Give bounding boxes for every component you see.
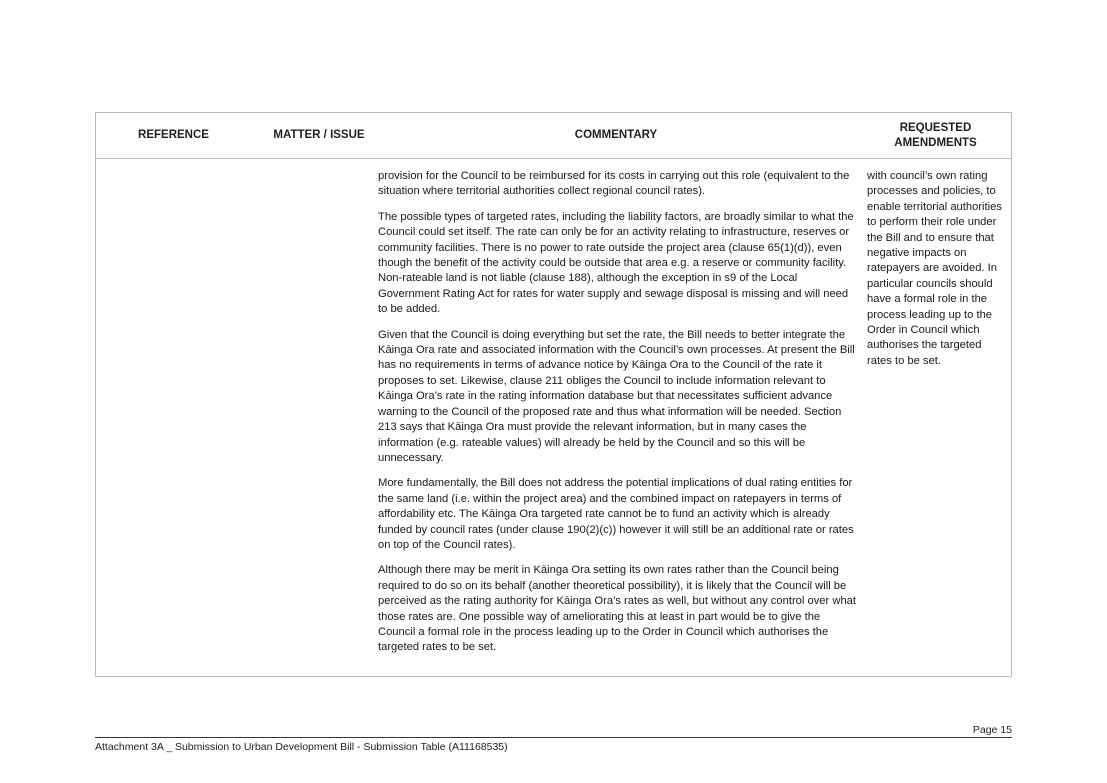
commentary-paragraph: More fundamentally, the Bill does not address the potential implications of dual rating entities for the same land (i.e. within the project area) and the combined impact on ratepayers in terms of affordability etc. The Kāinga Ora targeted rate cannot be to fund an activity which is already funded by council rates (under clause 190(2)(c)) however it will still be an additional rate or rates on top of the Council rates). xyxy=(378,477,854,551)
commentary-paragraph: Given that the Council is doing everything but set the rate, the Bill needs to better integrate the Kāinga Ora rate and associated information with the Council’s own processes. At present the Bill has no requirements in terms of advance notice by Kāinga Ora to the Council of the rate it proposes to set. Likewise, clause 211 obliges the Council to include information relevant to Kāinga Ora’s rate in the rating information database but that necessitates sufficient advance warning to the Council of the proposed rate and thus what information will be needed. Section 213 says that Kāinga Ora must provide the relevant information, but in many cases the information (e.g. rateable values) will already be held by the Council and so this will be unnecessary. xyxy=(378,328,855,464)
commentary-paragraph: provision for the Council to be reimbursed for its costs in carrying out this role (equivalent to the situation where territorial authorities collect regional council rates). xyxy=(378,170,850,198)
page-number: Page 15 xyxy=(972,724,1012,736)
footer-divider xyxy=(95,737,1012,738)
header-commentary: COMMENTARY xyxy=(574,129,658,141)
requested-amendments-cell: with council’s own rating processes and policies, to enable territorial authorities to perform their role under the Bill and to ensure that negative impacts on ratepayers are avoided. In particular councils should have a formal role in the process leading up to the Order in Council which authorises the targeted rates to be set. xyxy=(867,170,1002,367)
commentary-paragraph: The possible types of targeted rates, including the liability factors, are broadly similar to what the Council could set itself. The rate can only be for an activity relating to infrastructure, reserves or community facilities. There is no power to rate outside the project area (clause 65(1)(d)), even though the benefit of the activity could be outside that area e.g. a reserve or community facility. Non-rateable land is not liable (clause 188), although the exception in s9 of the Local Government Rating Act for rates for water supply and sewage disposal is missing and will need to be added. xyxy=(378,210,854,316)
commentary-paragraph: Although there may be merit in Kāinga Ora setting its own rates rather than the Council being required to do so on its behalf (another theoretical possibility), it is likely that the Council will be perceived as the rating authority for Kāinga Ora’s rates as well, but without any control over what those rates are. One possible way of ameliorating this at least in part would be to give the Council a formal role in the process leading up to the Order in Council which authorises the targeted rates to be set. xyxy=(378,564,856,654)
header-reference: REFERENCE xyxy=(138,129,209,141)
header-matter-issue: MATTER / ISSUE xyxy=(273,129,365,141)
commentary-cell xyxy=(378,169,858,666)
header-requested-amendments: REQUESTED AMENDMENTS xyxy=(894,121,977,149)
footer-document-title: Attachment 3A _ Submission to Urban Development Bill - Submission Table (A11168535) xyxy=(95,741,508,753)
submission-table xyxy=(95,112,1012,677)
table-header-row xyxy=(96,113,1011,159)
